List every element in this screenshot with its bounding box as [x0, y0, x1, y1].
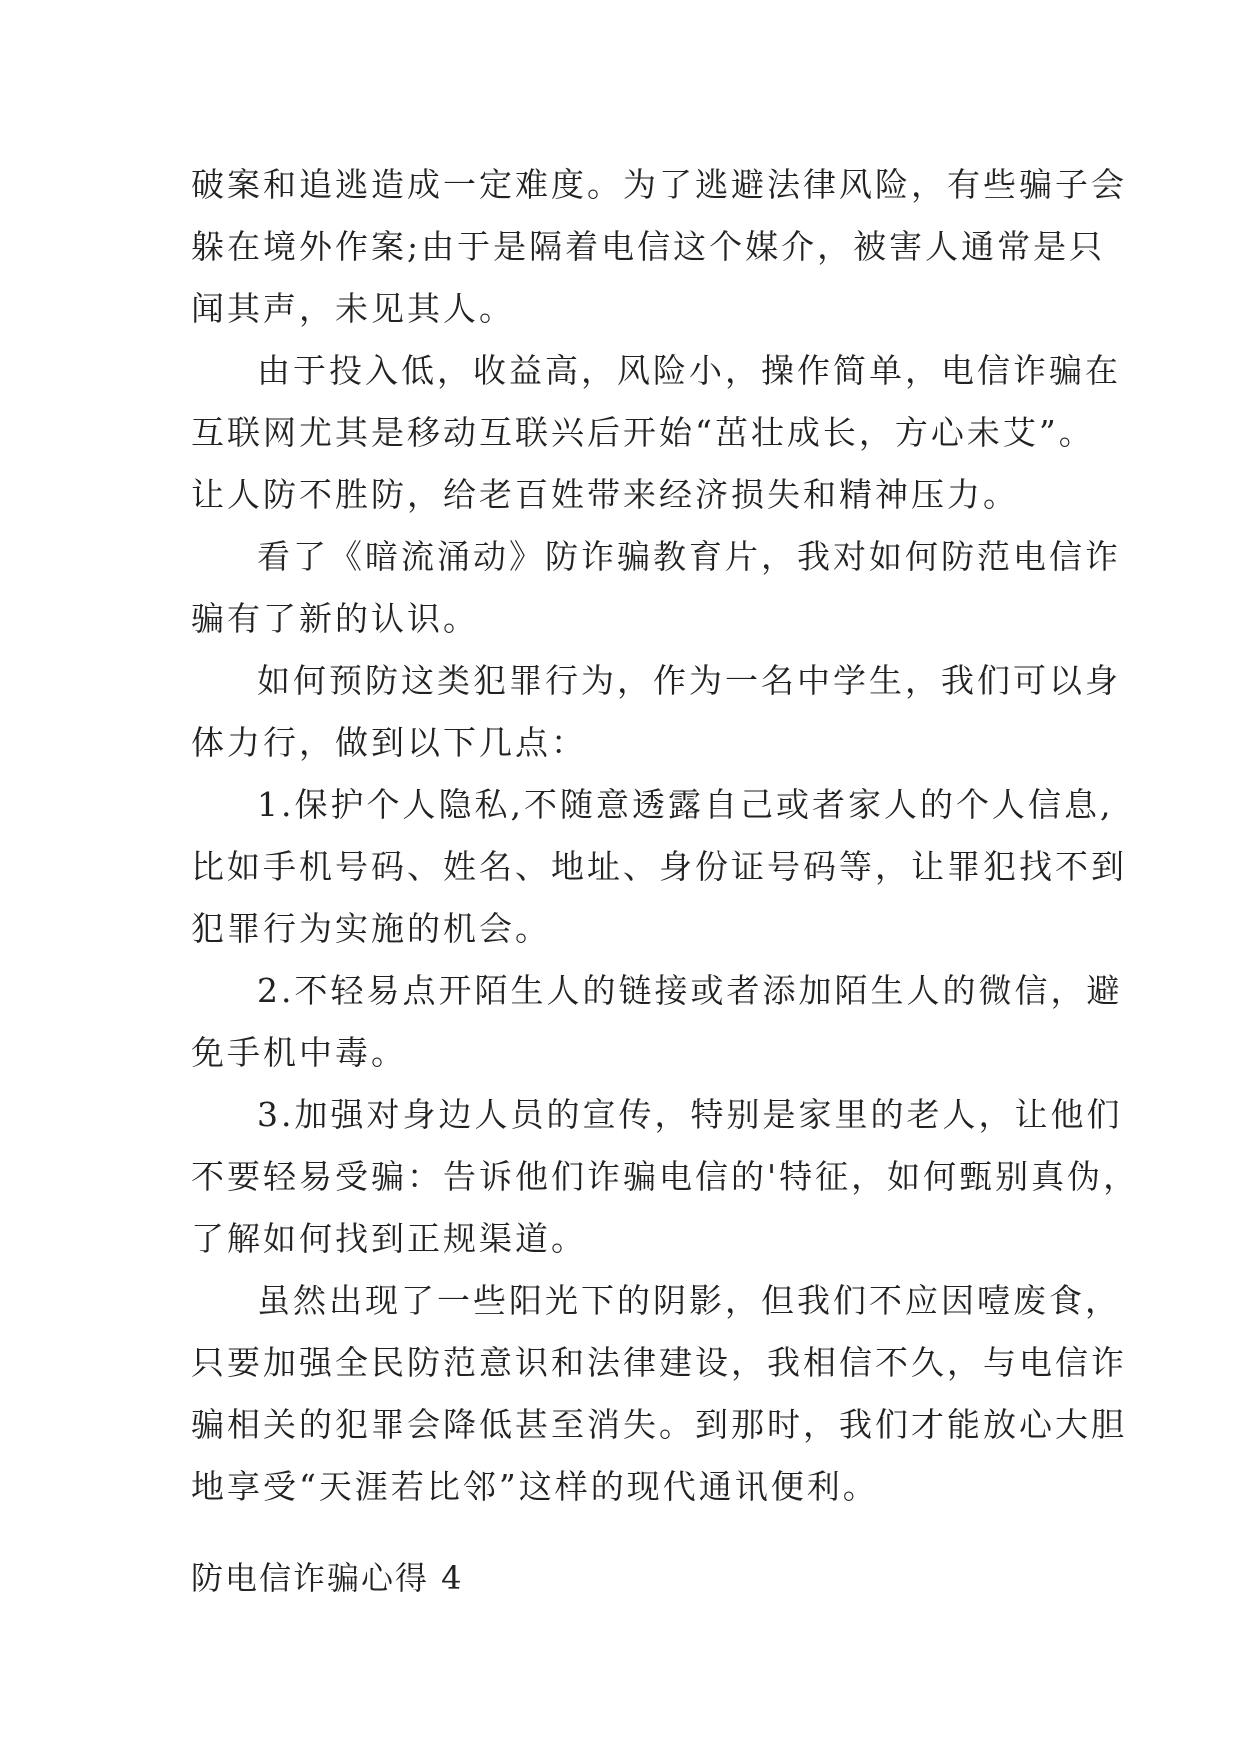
text-line: 1.保护个人隐私,不随意透露自己或者家人的个人信息,	[257, 785, 1114, 824]
text-line: 3.加强对身边人员的宣传，特别是家里的老人，让他们	[257, 1095, 1123, 1134]
text-line: 如何预防这类犯罪行为，作为一名中学生，我们可以身	[257, 661, 1121, 700]
text-line: 由于投入低，收益高，风险小，操作简单，电信诈骗在	[257, 351, 1121, 390]
paragraph-4	[191, 650, 1121, 774]
paragraph-5	[191, 774, 1127, 960]
paragraph-8	[191, 1270, 1127, 1518]
text-line: 只要加强全民防范意识和法律建设，我相信不久，与电信诈	[191, 1343, 1127, 1382]
text-line: 互联网尤其是移动互联兴后开始“茁壮成长，方心未艾”。	[191, 413, 1095, 452]
paragraph-3	[191, 526, 1121, 650]
text-line: 破案和追逃造成一定难度。为了逃避法律风险，有些骗子会	[191, 165, 1127, 204]
text-line: 地享受“天涯若比邻”这样的现代通讯便利。	[191, 1467, 879, 1506]
text-line: 骗相关的犯罪会降低甚至消失。到那时，我们才能放心大胆	[191, 1405, 1127, 1444]
text-line: 犯罪行为实施的机会。	[191, 909, 551, 948]
text-line: 不要轻易受骗：告诉他们诈骗电信的'特征，如何甄别真伪，	[191, 1157, 1140, 1196]
text-line: 2.不轻易点开陌生人的链接或者添加陌生人的微信，避	[257, 971, 1123, 1010]
section-title: 防电信诈骗心得 4	[191, 1559, 464, 1597]
text-line: 骗有了新的认识。	[191, 599, 479, 638]
text-line: 看了《暗流涌动》防诈骗教育片，我对如何防范电信诈	[257, 537, 1121, 576]
paragraph-2	[191, 340, 1121, 526]
paragraph-1	[191, 154, 1127, 340]
text-line: 免手机中毒。	[191, 1033, 407, 1072]
paragraph-7	[191, 1084, 1140, 1270]
text-line: 闻其声，未见其人。	[191, 289, 515, 328]
text-line: 体力行，做到以下几点：	[191, 723, 587, 762]
text-line: 让人防不胜防，给老百姓带来经济损失和精神压力。	[191, 475, 1019, 514]
text-line: 比如手机号码、姓名、地址、身份证号码等，让罪犯找不到	[191, 847, 1127, 886]
document-body	[191, 154, 1140, 1518]
text-line: 了解如何找到正规渠道。	[191, 1219, 587, 1258]
text-line: 躲在境外作案;由于是隔着电信这个媒介，被害人通常是只	[191, 227, 1106, 266]
text-line: 虽然出现了一些阳光下的阴影，但我们不应因噎废食，	[257, 1281, 1121, 1320]
paragraph-6	[191, 960, 1123, 1084]
